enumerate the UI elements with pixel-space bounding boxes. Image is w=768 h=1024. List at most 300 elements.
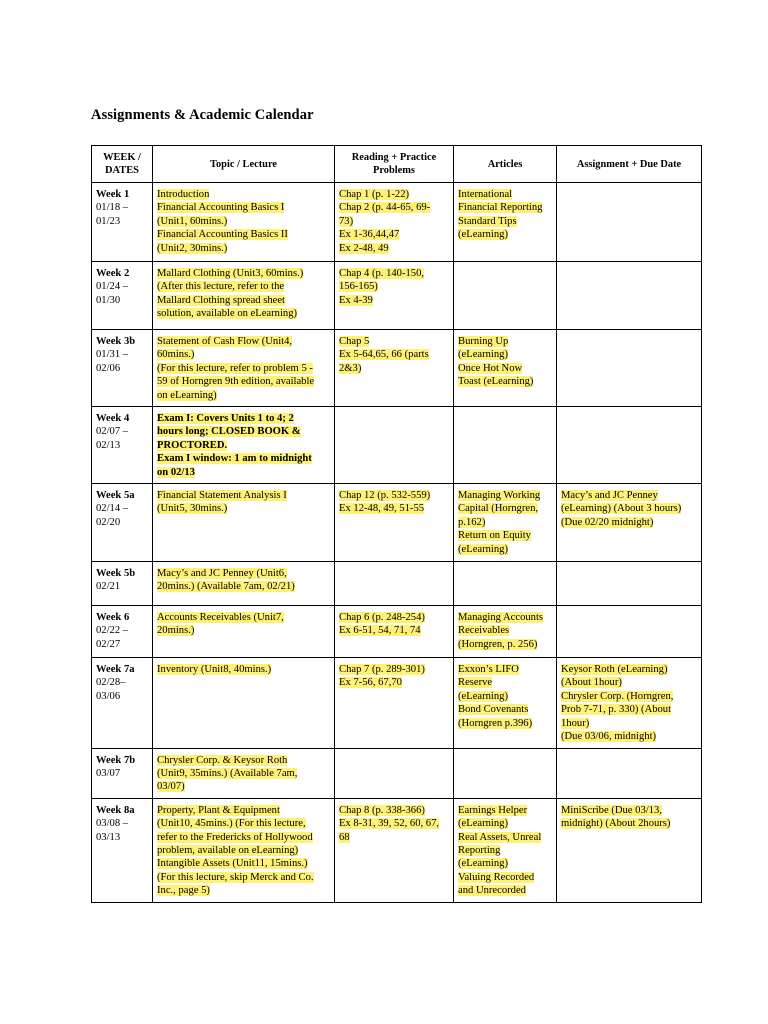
- topic-cell-line: [157, 348, 330, 361]
- reading-cell-line: [339, 502, 449, 515]
- topic-cell-text: Property, Plant & Equipment: [157, 804, 280, 816]
- reading-cell-line: [339, 188, 449, 201]
- assignment-cell: [557, 183, 702, 262]
- topic-cell-line: [157, 452, 330, 465]
- articles-cell: [454, 798, 557, 902]
- articles-cell-line: [458, 228, 552, 241]
- articles-cell-text: Real Assets, Unreal: [458, 831, 542, 843]
- topic-cell-text: hours long; CLOSED BOOK &: [157, 426, 301, 438]
- topic-cell-line: [157, 215, 330, 228]
- topic-cell-line: [157, 754, 330, 767]
- week-dates-line: [96, 676, 148, 689]
- articles-cell-line: [458, 831, 552, 844]
- week-label: Week 7b: [96, 754, 136, 766]
- week-dates-text: 01/30: [96, 294, 121, 306]
- week-dates-text: 02/21: [96, 581, 121, 593]
- week-dates-text: 02/06: [96, 362, 121, 374]
- topic-cell-text: solution, available on eLearning): [157, 308, 298, 320]
- articles-cell-line: [458, 857, 552, 870]
- topic-cell-line: [157, 817, 330, 830]
- reading-cell: [335, 798, 454, 902]
- assignment-cell: [557, 798, 702, 902]
- reading-cell-line: [339, 804, 449, 817]
- week-cell: [92, 606, 153, 658]
- articles-cell-text: (eLearning): [458, 229, 508, 241]
- articles-cell-text: Managing Accounts: [458, 612, 544, 624]
- reading-cell-line: [339, 228, 449, 241]
- articles-cell-text: Burning Up: [458, 336, 509, 347]
- topic-cell-text: (Unit10, 45mins.) (For this lecture,: [157, 818, 306, 830]
- topic-cell-line: [157, 201, 330, 214]
- topic-cell-text: 60mins.): [157, 349, 195, 361]
- reading-cell: [335, 606, 454, 658]
- articles-cell-text: (Horngren, p. 256): [458, 638, 538, 650]
- week-dates-text: 03/07: [96, 767, 121, 779]
- reading-cell-line: [339, 335, 449, 348]
- topic-cell-line: [157, 831, 330, 844]
- topic-cell-line: [157, 624, 330, 637]
- topic-cell-line: [157, 375, 330, 388]
- reading-cell-line: [339, 817, 449, 830]
- topic-cell-text: Accounts Receivables (Unit7,: [157, 612, 284, 624]
- week-dates-text: 02/22 –: [96, 625, 129, 637]
- topic-cell-line: [157, 242, 330, 255]
- articles-cell-line: [458, 502, 552, 515]
- week-label: Week 6: [96, 612, 130, 624]
- reading-cell-text: Chap 4 (p. 140-150,: [339, 268, 425, 279]
- topic-cell-text: 20mins.): [157, 625, 195, 637]
- week-dates-text: 02/20: [96, 516, 121, 528]
- articles-cell-text: Valuing Recorded: [458, 871, 535, 883]
- articles-cell-text: (eLearning): [458, 690, 508, 702]
- articles-cell: [454, 562, 557, 606]
- reading-cell-text: Chap 8 (p. 338-366): [339, 804, 425, 816]
- articles-cell: [454, 484, 557, 562]
- header-week-line: DATES: [105, 165, 139, 176]
- assignment-cell-text: Macy’s and JC Penney: [561, 490, 658, 502]
- topic-cell-line: [157, 228, 330, 241]
- week-dates-line: [96, 516, 148, 529]
- topic-cell: [153, 484, 335, 562]
- topic-cell-text: PROCTORED.: [157, 439, 228, 451]
- week-dates-text: 02/13: [96, 439, 121, 451]
- assignment-cell-text: (eLearning) (About 3 hours): [561, 503, 682, 515]
- week-label: Week 7a: [96, 664, 135, 676]
- assignment-cell-line: [561, 690, 697, 703]
- articles-cell-text: Standard Tips: [458, 215, 517, 227]
- week-dates-line: [96, 362, 148, 375]
- topic-cell-text: (After this lecture, refer to the: [157, 281, 285, 293]
- reading-cell-text: Ex 7-56, 67,70: [339, 677, 402, 689]
- reading-cell-text: Chap 12 (p. 532-559): [339, 490, 431, 502]
- articles-cell-text: (eLearning): [458, 543, 508, 555]
- topic-cell: [153, 330, 335, 407]
- week-dates-line: [96, 580, 148, 593]
- reading-cell-text: Ex 5-64,65, 66 (parts: [339, 349, 429, 361]
- articles-cell-line: [458, 624, 552, 637]
- articles-cell-text: (eLearning): [458, 349, 508, 361]
- week-dates-text: 02/27: [96, 638, 121, 650]
- topic-cell-text: Inventory (Unit8, 40mins.): [157, 664, 272, 676]
- assignment-cell-line: [561, 717, 697, 730]
- week-cell: [92, 658, 153, 748]
- week-dates-text: 01/24 –: [96, 281, 129, 293]
- topic-cell-line: [157, 767, 330, 780]
- topic-cell-text: 59 of Horngren 9th edition, available: [157, 376, 315, 388]
- table-row: [92, 183, 702, 262]
- topic-cell: [153, 748, 335, 798]
- assignment-cell-line: [561, 676, 697, 689]
- reading-cell-text: Chap 5: [339, 336, 370, 347]
- articles-cell-line: [458, 362, 552, 375]
- reading-cell-text: Ex 4-39: [339, 294, 373, 306]
- assignment-cell-line: [561, 502, 697, 515]
- topic-cell-text: Financial Accounting Basics I: [157, 202, 285, 214]
- topic-cell-line: [157, 502, 330, 515]
- articles-cell-text: (eLearning): [458, 818, 508, 830]
- week-label: Week 5a: [96, 490, 135, 502]
- topic-cell: [153, 183, 335, 262]
- articles-cell-line: [458, 516, 552, 529]
- articles-cell-line: [458, 638, 552, 651]
- week-label: Week 3b: [96, 336, 136, 347]
- week-dates-line: [96, 502, 148, 515]
- header-week: [92, 146, 153, 183]
- reading-cell-line: [339, 215, 449, 228]
- topic-cell-text: Inc., page 5): [157, 885, 210, 897]
- topic-cell-line: [157, 280, 330, 293]
- topic-cell-text: (Unit5, 30mins.): [157, 503, 228, 515]
- articles-cell-text: Reporting: [458, 844, 501, 856]
- week-dates-line: [96, 638, 148, 651]
- articles-cell-text: Bond Covenants: [458, 704, 529, 716]
- reading-cell: [335, 262, 454, 330]
- articles-cell-line: [458, 611, 552, 624]
- reading-cell-text: Ex 6-51, 54, 71, 74: [339, 625, 421, 637]
- reading-cell-line: [339, 242, 449, 255]
- week-label: Week 1: [96, 189, 130, 200]
- assignment-cell-text: midnight) (About 2hours): [561, 818, 671, 830]
- articles-cell-line: [458, 817, 552, 830]
- week-dates-text: 01/31 –: [96, 349, 129, 361]
- topic-cell-text: Intangible Assets (Unit11, 15mins.): [157, 858, 308, 870]
- week-dates-text: 03/08 –: [96, 818, 129, 830]
- topic-cell-line: [157, 425, 330, 438]
- topic-cell-text: Mallard Clothing (Unit3, 60mins.): [157, 268, 304, 279]
- table-row: [92, 798, 702, 902]
- articles-cell-line: [458, 489, 552, 502]
- page-title: Assignments & Academic Calendar: [91, 107, 314, 123]
- week-label: Week 4: [96, 413, 130, 425]
- week-cell: [92, 330, 153, 407]
- reading-cell: [335, 183, 454, 262]
- articles-cell-line: [458, 676, 552, 689]
- reading-cell-line: [339, 362, 449, 375]
- week-cell: [92, 562, 153, 606]
- topic-cell-line: [157, 663, 330, 676]
- topic-cell-text: Statement of Cash Flow (Unit4,: [157, 336, 293, 347]
- articles-cell-line: [458, 188, 552, 201]
- topic-cell-line: [157, 857, 330, 870]
- header-reading: [335, 146, 454, 183]
- table-body: [92, 183, 702, 903]
- topic-cell-text: on 02/13: [157, 466, 195, 478]
- reading-cell-text: 156-165): [339, 281, 378, 293]
- topic-cell-line: [157, 466, 330, 479]
- articles-cell-text: Return on Equity: [458, 530, 531, 542]
- assignment-cell-line: [561, 804, 697, 817]
- assignment-cell: [557, 748, 702, 798]
- articles-cell-line: [458, 375, 552, 388]
- reading-cell-text: Chap 1 (p. 1-22): [339, 189, 410, 200]
- topic-cell-text: Exam I window: 1 am to midnight: [157, 453, 312, 465]
- calendar-table: [91, 145, 702, 903]
- header-row: [92, 146, 702, 183]
- reading-cell-text: 73): [339, 215, 354, 227]
- topic-cell-text: 20mins.) (Available 7am, 02/21): [157, 581, 295, 593]
- reading-cell-line: [339, 489, 449, 502]
- topic-cell-text: 03/07): [157, 781, 185, 793]
- week-cell: [92, 748, 153, 798]
- articles-cell-line: [458, 717, 552, 730]
- topic-cell-text: (For this lecture, refer to problem 5 -: [157, 362, 313, 374]
- topic-cell-text: Macy’s and JC Penney (Unit6,: [157, 568, 287, 580]
- articles-cell-line: [458, 215, 552, 228]
- week-dates-line: [96, 817, 148, 830]
- header-week-line: WEEK /: [103, 152, 141, 163]
- topic-cell-line: [157, 389, 330, 402]
- header-reading-line: Reading + Practice: [351, 152, 437, 163]
- reading-cell-text: Ex 1-36,44,47: [339, 229, 400, 241]
- week-dates-line: [96, 280, 148, 293]
- assignment-cell: [557, 484, 702, 562]
- articles-cell-line: [458, 348, 552, 361]
- topic-cell-text: Mallard Clothing spread sheet: [157, 294, 285, 306]
- articles-cell-text: p.162): [458, 516, 486, 528]
- assignment-cell: [557, 606, 702, 658]
- assignment-cell-line: [561, 516, 697, 529]
- week-dates-text: 02/28–: [96, 677, 126, 689]
- topic-cell-line: [157, 804, 330, 817]
- week-dates-line: [96, 439, 148, 452]
- topic-cell-text: refer to the Fredericks of Hollywood: [157, 831, 313, 843]
- topic-cell: [153, 658, 335, 748]
- topic-cell-text: problem, available on eLearning): [157, 844, 299, 856]
- reading-cell-text: 68: [339, 831, 350, 843]
- topic-cell-line: [157, 580, 330, 593]
- articles-cell-text: Once Hot Now: [458, 362, 523, 374]
- articles-cell-text: Toast (eLearning): [458, 376, 534, 388]
- articles-cell-text: International: [458, 189, 513, 200]
- table-row: [92, 262, 702, 330]
- reading-cell-line: [339, 348, 449, 361]
- articles-cell-line: [458, 201, 552, 214]
- topic-cell-line: [157, 611, 330, 624]
- topic-cell-text: Financial Statement Analysis I: [157, 490, 287, 502]
- topic-cell-text: (Unit9, 35mins.) (Available 7am,: [157, 767, 298, 779]
- week-dates-text: 03/13: [96, 831, 121, 843]
- articles-cell-line: [458, 804, 552, 817]
- topic-cell-line: [157, 294, 330, 307]
- articles-cell: [454, 330, 557, 407]
- assignment-cell-text: Keysor Roth (eLearning): [561, 664, 668, 676]
- assignment-cell-text: (About 1hour): [561, 677, 622, 689]
- reading-cell-line: [339, 294, 449, 307]
- header-reading-line: Problems: [373, 165, 415, 176]
- table-row: [92, 484, 702, 562]
- week-label: Week 5b: [96, 568, 136, 580]
- week-cell: [92, 262, 153, 330]
- assignment-cell-text: MiniScribe (Due 03/13,: [561, 804, 662, 816]
- topic-cell: [153, 606, 335, 658]
- table-row: [92, 330, 702, 407]
- topic-cell-line: [157, 267, 330, 280]
- assignment-cell-text: (Due 02/20 midnight): [561, 516, 654, 528]
- week-dates-line: [96, 215, 148, 228]
- articles-cell: [454, 183, 557, 262]
- assignment-cell: [557, 330, 702, 407]
- table-row: [92, 748, 702, 798]
- assignment-cell-text: Prob 7-71, p. 330) (About: [561, 704, 672, 716]
- articles-cell-line: [458, 844, 552, 857]
- reading-cell-text: Chap 6 (p. 248-254): [339, 612, 425, 624]
- reading-cell-line: [339, 267, 449, 280]
- reading-cell: [335, 748, 454, 798]
- reading-cell: [335, 484, 454, 562]
- reading-cell-line: [339, 611, 449, 624]
- header-topic: Topic / Lecture: [153, 146, 335, 183]
- topic-cell-text: (For this lecture, skip Merck and Co.: [157, 871, 314, 883]
- table-row: [92, 562, 702, 606]
- topic-cell: [153, 262, 335, 330]
- week-dates-text: 02/14 –: [96, 503, 129, 515]
- assignment-cell-line: [561, 663, 697, 676]
- week-cell: [92, 798, 153, 902]
- articles-cell-text: Receivables: [458, 625, 510, 637]
- week-cell: [92, 183, 153, 262]
- articles-cell: [454, 407, 557, 484]
- articles-cell-text: Exxon’s LIFO: [458, 664, 519, 676]
- table-row: [92, 407, 702, 484]
- topic-cell: [153, 562, 335, 606]
- reading-cell: [335, 330, 454, 407]
- table-row: [92, 658, 702, 748]
- week-dates-line: [96, 294, 148, 307]
- reading-cell: [335, 562, 454, 606]
- articles-cell-text: (eLearning): [458, 858, 508, 870]
- reading-cell-text: Ex 2-48, 49: [339, 242, 389, 254]
- week-dates-text: 01/18 –: [96, 202, 129, 214]
- assignment-cell-text: Chrysler Corp. (Horngren,: [561, 690, 674, 702]
- topic-cell-text: (Unit2, 30mins.): [157, 242, 228, 254]
- reading-cell: [335, 658, 454, 748]
- week-dates-line: [96, 690, 148, 703]
- articles-cell-text: Earnings Helper: [458, 804, 528, 816]
- topic-cell-text: on eLearning): [157, 389, 217, 401]
- reading-cell-text: Chap 7 (p. 289-301): [339, 664, 425, 676]
- reading-cell-text: Ex 12-48, 49, 51-55: [339, 503, 425, 515]
- topic-cell-line: [157, 188, 330, 201]
- topic-cell-line: [157, 489, 330, 502]
- topic-cell: [153, 798, 335, 902]
- reading-cell-text: Chap 2 (p. 44-65, 69-: [339, 202, 431, 214]
- articles-cell: [454, 606, 557, 658]
- week-dates-line: [96, 767, 148, 780]
- reading-cell: [335, 407, 454, 484]
- articles-cell-line: [458, 335, 552, 348]
- topic-cell-line: [157, 439, 330, 452]
- articles-cell-line: [458, 703, 552, 716]
- topic-cell-text: Exam I: Covers Units 1 to 4; 2: [157, 413, 294, 425]
- week-dates-line: [96, 425, 148, 438]
- articles-cell-text: Capital (Horngren,: [458, 503, 539, 515]
- topic-cell-line: [157, 335, 330, 348]
- topic-cell-line: [157, 844, 330, 857]
- articles-cell: [454, 748, 557, 798]
- topic-cell-line: [157, 567, 330, 580]
- assignment-cell: [557, 262, 702, 330]
- articles-cell-text: Reserve: [458, 677, 493, 689]
- week-dates-line: [96, 348, 148, 361]
- topic-cell-text: Chrysler Corp. & Keysor Roth: [157, 754, 288, 766]
- articles-cell-line: [458, 529, 552, 542]
- reading-cell-line: [339, 676, 449, 689]
- articles-cell-line: [458, 871, 552, 884]
- articles-cell-line: [458, 663, 552, 676]
- articles-cell-text: (Horngren p.396): [458, 717, 533, 729]
- topic-cell-line: [157, 362, 330, 375]
- table-row: [92, 606, 702, 658]
- topic-cell-line: [157, 884, 330, 897]
- week-cell: [92, 484, 153, 562]
- topic-cell-text: Financial Accounting Basics II: [157, 229, 288, 241]
- topic-cell-line: [157, 871, 330, 884]
- assignment-cell: [557, 658, 702, 748]
- articles-cell: [454, 658, 557, 748]
- topic-cell-line: [157, 780, 330, 793]
- assignment-cell-line: [561, 817, 697, 830]
- reading-cell-line: [339, 831, 449, 844]
- articles-cell-line: [458, 884, 552, 897]
- header-assignment: Assignment + Due Date: [557, 146, 702, 183]
- week-dates-text: 01/23: [96, 215, 121, 227]
- articles-cell-text: Financial Reporting: [458, 202, 543, 214]
- articles-cell: [454, 262, 557, 330]
- header-articles: Articles: [454, 146, 557, 183]
- assignment-cell-line: [561, 489, 697, 502]
- week-dates-text: 02/07 –: [96, 426, 129, 438]
- reading-cell-line: [339, 624, 449, 637]
- reading-cell-line: [339, 201, 449, 214]
- topic-cell-text: (Unit1, 60mins.): [157, 215, 228, 227]
- assignment-cell: [557, 562, 702, 606]
- assignment-cell-line: [561, 730, 697, 743]
- week-dates-line: [96, 831, 148, 844]
- week-dates-line: [96, 624, 148, 637]
- articles-cell-text: Managing Working: [458, 490, 541, 502]
- topic-cell-line: [157, 412, 330, 425]
- topic-cell-text: Introduction: [157, 189, 210, 200]
- topic-cell-line: [157, 307, 330, 320]
- articles-cell-text: and Unrecorded: [458, 885, 526, 897]
- week-cell: [92, 407, 153, 484]
- reading-cell-line: [339, 280, 449, 293]
- articles-cell-line: [458, 543, 552, 556]
- week-dates-line: [96, 201, 148, 214]
- assignment-cell-text: 1hour): [561, 717, 590, 729]
- week-dates-text: 03/06: [96, 690, 121, 702]
- topic-cell: [153, 407, 335, 484]
